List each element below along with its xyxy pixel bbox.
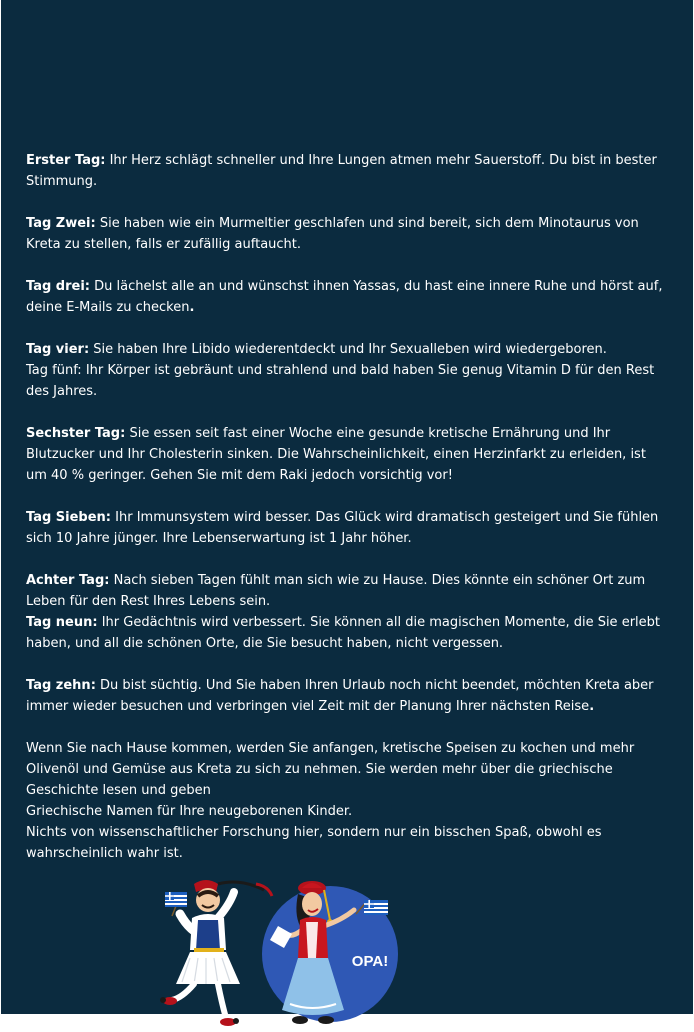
- article-text: [26, 150, 670, 885]
- day-4-5-paragraph: [26, 339, 670, 402]
- day-8-text: Nach sieben Tagen fühlt man sich wie zu Hause. Dies könnte ein schöner Ort zum Leben für den Rest Ihres Lebens sein.: [26, 573, 646, 609]
- day-7-text: Ihr Immunsystem wird besser. Das Glück wird dramatisch gesteigert und Sie fühlen sich 10 Jahre jünger. Ihre Lebenserwartung ist 1 Jahr höher.: [26, 510, 659, 546]
- day-8-label: Achter Tag:: [26, 573, 110, 588]
- day-7-paragraph: [26, 507, 670, 549]
- closing-paragraph: [26, 738, 670, 864]
- opa-badge-text: OPA!: [351, 953, 389, 970]
- day-3-label: Tag drei:: [26, 279, 90, 294]
- day-7-label: Tag Sieben:: [26, 510, 112, 525]
- day-2-label: Tag Zwei:: [26, 216, 96, 231]
- day-2-paragraph: [26, 213, 670, 255]
- day-3-text: Du lächelst alle an und wünschst ihnen Yassas, du hast eine innere Ruhe und hörst auf, deine E-Mails zu checken: [26, 279, 663, 315]
- day-8-9-paragraph: [26, 570, 670, 654]
- day-1-paragraph: [26, 150, 670, 192]
- day-1-text: Ihr Herz schlägt schneller und Ihre Lungen atmen mehr Sauerstoff. Du bist in bester Stimmung.: [26, 153, 657, 189]
- day-2-text: Sie haben wie ein Murmeltier geschlafen und sind bereit, sich dem Minotaurus von Kreta zu stellen, falls er zufällig auftaucht.: [26, 216, 639, 252]
- day-5-text: Tag fünf: Ihr Körper ist gebräunt und strahlend und bald haben Sie genug Vitamin D für den Rest des Jahres.: [26, 363, 655, 399]
- day-3-paragraph: [26, 276, 670, 318]
- day-4-label: Tag vier:: [26, 342, 90, 357]
- day-8-line: [26, 570, 670, 612]
- day-9-text: Ihr Gedächtnis wird verbessert. Sie können all die magischen Momente, die Sie erlebt haben, und all die schönen Orte, die Sie besucht haben, nicht vergessen.: [26, 615, 660, 651]
- day-6-paragraph: [26, 423, 670, 486]
- closing-line-3: Nichts von wissenschaftlicher Forschung hier, sondern nur ein bisschen Spaß, obwohl es wahrscheinlich wahr ist.: [26, 825, 602, 861]
- day-6-label: Sechster Tag:: [26, 426, 126, 441]
- day-6-text: Sie essen seit fast einer Woche eine gesunde kretische Ernährung und Ihr Blutzucker und Ihr Cholesterin sinken. Die Wahrscheinlichkeit, einen Herzinfarkt zu erleiden, ist um 40 % geringer. Gehen Sie mit dem Raki jedoch vorsichtig vor!: [26, 426, 646, 483]
- greek-dancers-illustration: [160, 874, 400, 1032]
- day-4-text: Sie haben Ihre Libido wiederentdeckt und Ihr Sexualleben wird wiedergeboren.: [89, 342, 607, 357]
- day-9-label: Tag neun:: [26, 615, 98, 630]
- day-10-label: Tag zehn:: [26, 678, 96, 693]
- day-3-end: .: [189, 300, 195, 315]
- day-10-paragraph: [26, 675, 670, 717]
- day-10-end: .: [589, 699, 595, 714]
- day-1-label: Erster Tag:: [26, 153, 106, 168]
- content-panel: [1, 0, 693, 1014]
- day-9-line: [26, 612, 670, 654]
- day-10-text: Du bist süchtig. Und Sie haben Ihren Urlaub noch nicht beendet, möchten Kreta aber immer wieder besuchen und verbringen viel Zeit mit der Planung Ihrer nächsten Reise: [26, 678, 654, 714]
- male-dancer-figure: [160, 880, 272, 1026]
- day-4-line: [26, 339, 670, 360]
- closing-line-1: Wenn Sie nach Hause kommen, werden Sie anfangen, kretische Speisen zu kochen und mehr Olivenöl und Gemüse aus Kreta zu sich zu nehmen. Sie werden mehr über die griechische Geschichte lesen und geben: [26, 741, 635, 798]
- closing-line-2: Griechische Namen für Ihre neugeborenen Kinder.: [26, 804, 353, 819]
